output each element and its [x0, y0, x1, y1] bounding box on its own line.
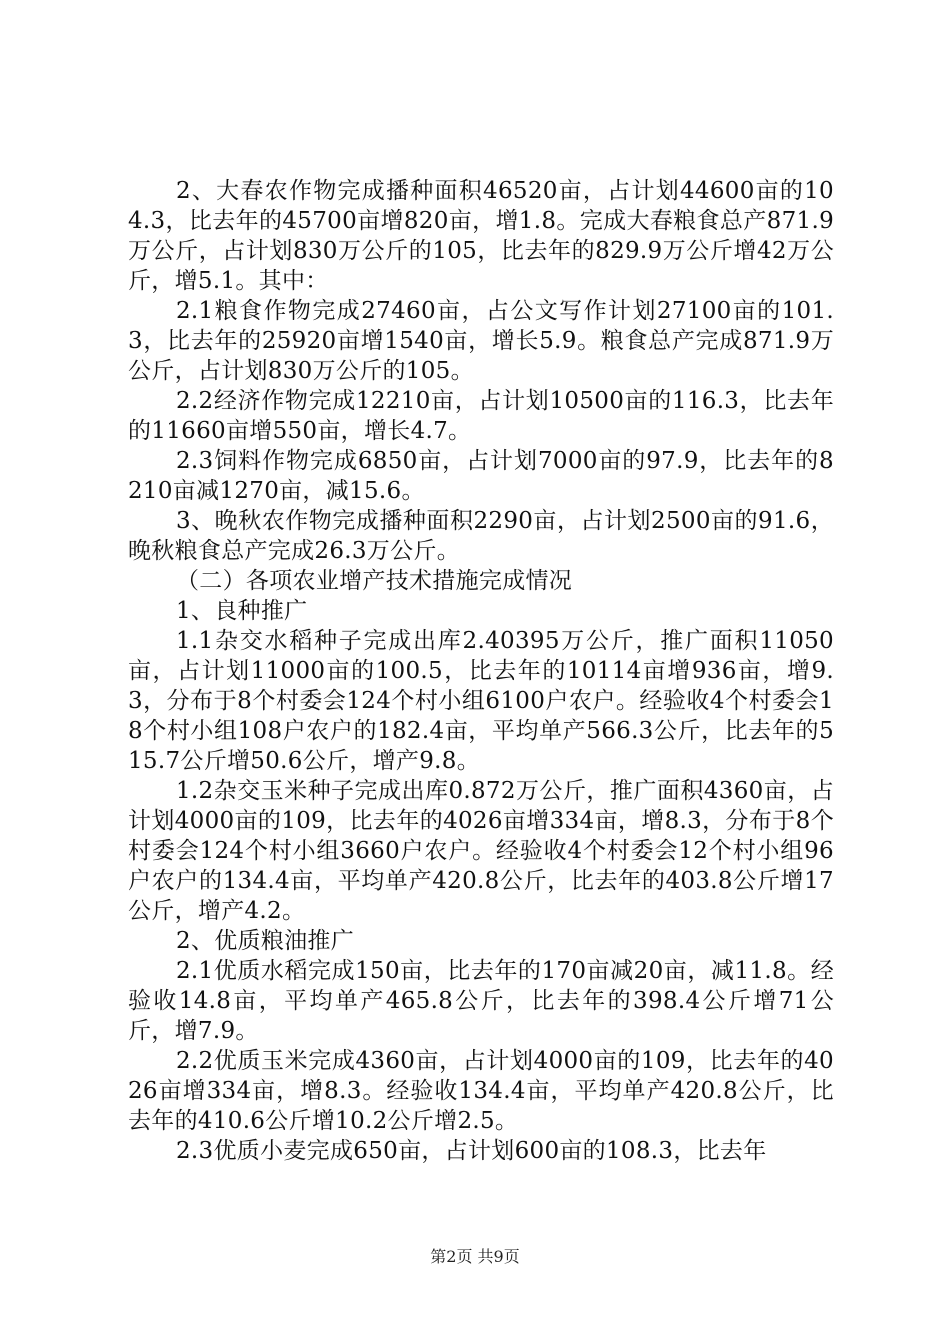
subheading-quality-grain: 2、优质粮油推广: [176, 928, 355, 954]
paragraph-feed-crops: 2.3饲料作物完成6850亩，占计划7000亩的97.9，比去年的8210亩减1270亩，减15.6。: [128, 448, 834, 504]
paragraph-late-autumn-crops: 3、晚秋农作物完成播种面积2290亩，占计划2500亩的91.6，晚秋粮食总产完成26.3万公斤。: [128, 508, 834, 564]
paragraph-economic-crops: 2.2经济作物完成12210亩，占计划10500亩的116.3，比去年的11660亩增550亩，增长4.7。: [128, 388, 834, 444]
subheading-seed-promotion: 1、良种推广: [176, 598, 308, 624]
paragraph-quality-corn: 2.2优质玉米完成4360亩，占计划4000亩的109，比去年的4026亩增334亩，增8.3。经验收134.4亩，平均单产420.8公斤，比去年的410.6公斤增10.2公斤增2.5。: [128, 1048, 834, 1134]
document-body: [128, 176, 834, 1166]
paragraph-quality-rice: 2.1优质水稻完成150亩，比去年的170亩减20亩，减11.8。经验收14.8亩，平均单产465.8公斤，比去年的398.4公斤增71公斤，增7.9。: [128, 958, 834, 1044]
paragraph-quality-wheat: 2.3优质小麦完成650亩，占计划600亩的108.3，比去年: [176, 1138, 767, 1164]
paragraph-hybrid-rice: 1.1杂交水稻种子完成出库2.40395万公斤，推广面积11050亩，占计划11000亩的100.5，比去年的10114亩增936亩，增9.3，分布于8个村委会124个村小组6100户农户。经验收4个村委会18个村小组108户农户的182.4亩，平均单产566.3公斤，比去年的515.7公斤增50.6公斤，增产9.8。: [128, 628, 834, 774]
paragraph-grain-crops: 2.1粮食作物完成27460亩，占公文写作计划27100亩的101.3，比去年的25920亩增1540亩，增长5.9。粮食总产完成871.9万公斤，占计划830万公斤的105。: [128, 298, 834, 384]
paragraph-hybrid-corn: 1.2杂交玉米种子完成出库0.872万公斤，推广面积4360亩，占计划4000亩的109，比去年的4026亩增334亩，增8.3，分布于8个村委会124个村小组3660户农户。经验收4个村委会12个村小组96户农户的134.4亩，平均单产420.8公斤，比去年的403.8公斤增17公斤，增产4.2。: [128, 778, 834, 924]
section-heading-tech-measures: （二）各项农业增产技术措施完成情况: [176, 568, 573, 594]
page-footer: 第2页 共9页: [430, 1247, 520, 1266]
paragraph-spring-crops: 2、大春农作物完成播种面积46520亩，占计划44600亩的104.3，比去年的45700亩增820亩，增1.8。完成大春粮食总产871.9万公斤，占计划830万公斤的105，比去年的829.9万公斤增42万公斤，增5.1。其中：: [128, 178, 834, 294]
